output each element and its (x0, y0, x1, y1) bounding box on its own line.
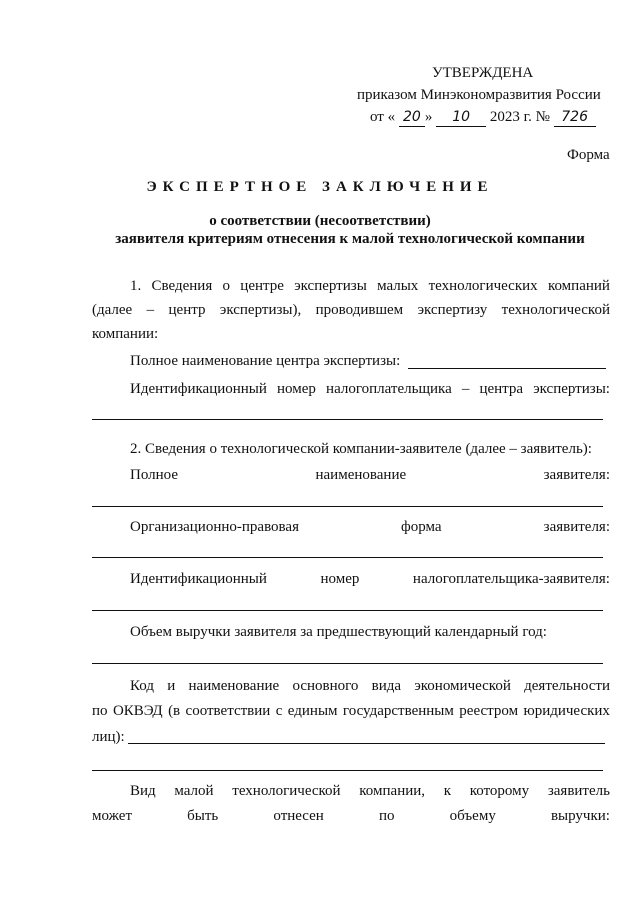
word: заявителя: (543, 467, 610, 483)
type-line-1 (130, 782, 610, 800)
word: – (146, 302, 155, 318)
word: юридических (523, 703, 610, 719)
order-day: 20 (399, 108, 425, 127)
word: реестром (459, 703, 519, 719)
word: по (92, 703, 108, 719)
word: номер (277, 381, 316, 397)
word: форма (401, 519, 442, 535)
word: технологической (501, 302, 610, 318)
word: (далее (92, 302, 133, 318)
word: объему (449, 808, 496, 824)
word: – (461, 381, 470, 397)
word: экспертизы), (219, 302, 302, 318)
okved-field-continued[interactable] (92, 770, 603, 771)
word: ОКВЭД (112, 703, 163, 719)
word: соответствии (185, 703, 271, 719)
word: 1. (130, 278, 142, 294)
form-label: Форма (567, 147, 610, 163)
applicant-full-name-label (130, 466, 610, 484)
applicant-legal-form-field[interactable] (92, 557, 603, 558)
word: малых (377, 278, 419, 294)
applicant-inn-label (130, 570, 610, 588)
word: вида (371, 678, 402, 694)
word: о (222, 278, 231, 294)
word: деятельности (524, 678, 610, 694)
date-day-close: » (424, 109, 433, 125)
word: Идентификационный (130, 571, 267, 587)
section2-heading: 2. Сведения о технологической компании-заявителе (далее – заявитель): (130, 441, 592, 457)
word: налогоплательщика (326, 381, 452, 397)
approved-stamp: УТВЕРЖДЕНА (432, 65, 534, 81)
word: компаний (547, 278, 610, 294)
word: экономической (414, 678, 511, 694)
applicant-inn-field[interactable] (92, 610, 603, 611)
word: центра (479, 381, 524, 397)
okved-line-1 (130, 677, 610, 695)
word: может (92, 808, 132, 824)
word: экспертизы: (533, 381, 610, 397)
word: единым (287, 703, 338, 719)
word: (в (168, 703, 181, 719)
word: отнесен (273, 808, 324, 824)
word: номер (320, 571, 360, 587)
word: Код (130, 678, 154, 694)
revenue-field[interactable] (92, 663, 603, 664)
word: технологических (428, 278, 538, 294)
order-line: приказом Минэкономразвития России (357, 87, 601, 103)
word: малой (174, 783, 214, 799)
section1-line-1 (130, 277, 610, 295)
word: быть (187, 808, 219, 824)
subtitle-line-1: о соответствии (несоответствии) (209, 213, 431, 229)
center-full-name-field[interactable] (408, 368, 606, 369)
order-month: 10 (436, 108, 486, 127)
word: с (275, 703, 283, 719)
center-full-name-label: Полное наименование центра экспертизы: (130, 353, 401, 369)
word: государственным (342, 703, 454, 719)
okved-line-3: лиц): (92, 729, 125, 745)
word: компании, (359, 783, 426, 799)
word: Идентификационный (130, 381, 267, 397)
word: по (378, 808, 395, 824)
applicant-full-name-field[interactable] (92, 506, 603, 507)
word: экспертизу (417, 302, 488, 318)
word: выручки: (550, 808, 610, 824)
word: к (443, 783, 452, 799)
word: заявитель (547, 783, 610, 799)
word: центре (240, 278, 284, 294)
type-line-2 (92, 807, 610, 825)
word: наименование (188, 678, 280, 694)
section1-line-3: компании: (92, 326, 159, 342)
word: Сведения (151, 278, 213, 294)
word: и (167, 678, 176, 694)
word: Вид (130, 783, 156, 799)
okved-field[interactable] (128, 743, 605, 744)
order-year-text: 2023 г. № (489, 109, 550, 125)
section1-line-2 (92, 301, 610, 319)
applicant-legal-form-label (130, 518, 610, 536)
document-title: ЭКСПЕРТНОЕ ЗАКЛЮЧЕНИЕ (146, 179, 494, 195)
okved-line-2 (92, 702, 610, 720)
word: экспертизы (294, 278, 367, 294)
order-date-line (370, 108, 596, 127)
word: заявителя: (543, 519, 610, 535)
word: Полное (130, 467, 178, 483)
revenue-label: Объем выручки заявителя за предшествующий календарный год: (130, 624, 547, 640)
word: наименование (315, 467, 407, 483)
word: налогоплательщика-заявителя: (412, 571, 610, 587)
word: технологической (232, 783, 341, 799)
word: центр (168, 302, 206, 318)
date-prefix: от « (370, 109, 396, 125)
word: основного (292, 678, 359, 694)
center-inn-label (130, 380, 610, 398)
subtitle-line-2: заявителя критериям отнесения к малой технологической компании (115, 231, 585, 247)
center-inn-field[interactable] (92, 419, 603, 420)
order-number: 726 (554, 108, 596, 127)
word: Организационно-правовая (130, 519, 299, 535)
word: проводившем (315, 302, 404, 318)
word: которому (469, 783, 530, 799)
